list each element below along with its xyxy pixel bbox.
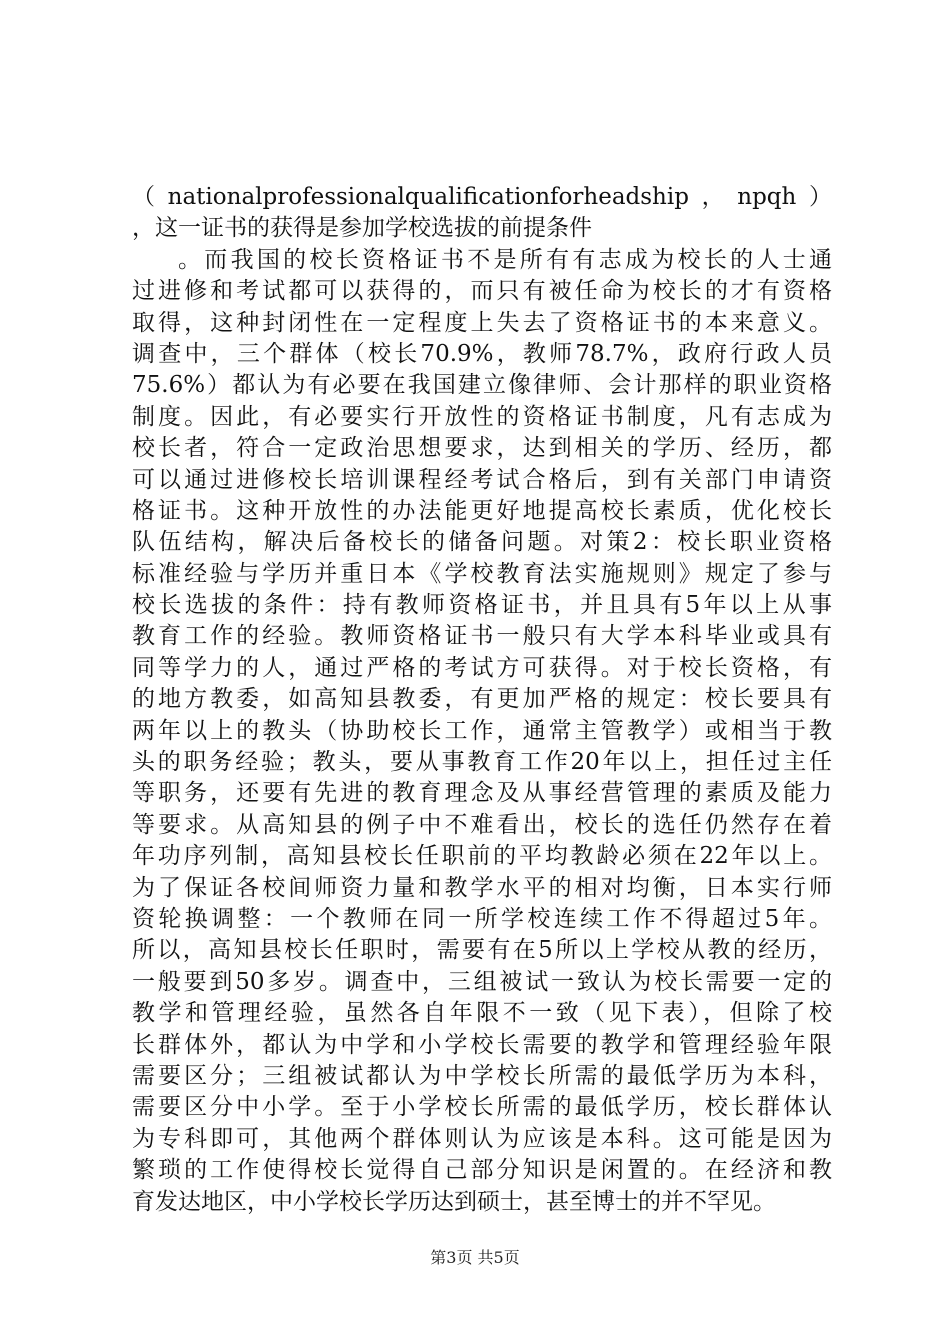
text-line: （nationalprofessionalqualificationforheadship，npqh）	[132, 184, 832, 210]
text-line: 75.6%）都认为有必要在我国建立像律师、会计那样的职业资格	[132, 372, 832, 399]
text-line: 为专科即可，其他两个群体则认为应该是本科。这可能是因为	[132, 1125, 832, 1152]
text-line: 所以，高知县校长任职时，需要有在5所以上学校从教的经历，	[132, 937, 832, 964]
text-line: 同等学力的人，通过严格的考试方可获得。对于校长资格，有	[132, 654, 832, 681]
text-line: 调查中，三个群体（校长70.9%，教师78.7%，政府行政人员	[132, 340, 832, 367]
text-line: 育发达地区，中小学校长学历达到硕士，甚至博士的并不罕见。	[132, 1188, 776, 1215]
text-line: 一般要到50多岁。调查中，三组被试一致认为校长需要一定的	[132, 968, 832, 995]
text-line: 教育工作的经验。教师资格证书一般只有大学本科毕业或具有	[132, 623, 832, 650]
text-line: 格证书。这种开放性的办法能更好地提高校长素质，优化校长	[132, 497, 832, 524]
text-line: 长群体外，都认为中学和小学校长需要的教学和管理经验年限	[132, 1031, 832, 1058]
text-line: 制度。因此，有必要实行开放性的资格证书制度，凡有志成为	[132, 403, 832, 430]
text-line: 队伍结构，解决后备校长的储备问题。对策2：校长职业资格	[132, 529, 832, 556]
text-line: ，这一证书的获得是参加学校选拔的前提条件	[132, 215, 592, 242]
text-line: 取得，这种封闭性在一定程度上失去了资格证书的本来意义。	[132, 309, 832, 336]
text-line: 繁琐的工作使得校长觉得自己部分知识是闲置的。在经济和教	[132, 1157, 832, 1184]
text-line: 的地方教委，如高知县教委，有更加严格的规定：校长要具有	[132, 686, 832, 713]
text-line: 标准经验与学历并重日本《学校教育法实施规则》规定了参与	[132, 560, 832, 587]
text-line: 校长者，符合一定政治思想要求，达到相关的学历、经历，都	[132, 435, 832, 462]
text-line: 。而我国的校长资格证书不是所有有志成为校长的人士通	[178, 246, 832, 273]
text-line: 过进修和考试都可以获得的，而只有被任命为校长的才有资格	[132, 278, 832, 305]
text-line: 需要区分中小学。至于小学校长所需的最低学历，校长群体认	[132, 1094, 832, 1121]
text-line: 需要区分；三组被试都认为中学校长所需的最低学历为本科，	[132, 1062, 832, 1089]
text-line: 教学和管理经验，虽然各自年限不一致（见下表），但除了校	[132, 1000, 832, 1027]
text-line: 可以通过进修校长培训课程经考试合格后，到有关部门申请资	[132, 466, 832, 493]
text-line: 两年以上的教头（协助校长工作，通常主管教学）或相当于教	[132, 717, 832, 744]
text-line: 校长选拔的条件：持有教师资格证书，并且具有5年以上从事	[132, 592, 832, 619]
page-number-footer: 第3页 共5页	[430, 1248, 520, 1267]
text-line: 等职务，还要有先进的教育理念及从事经营管理的素质及能力	[132, 780, 832, 807]
body-text	[132, 182, 832, 1218]
text-line: 为了保证各校间师资力量和教学水平的相对均衡，日本实行师	[132, 874, 832, 901]
text-line: 头的职务经验；教头，要从事教育工作20年以上，担任过主任	[132, 749, 832, 776]
text-line: 等要求。从高知县的例子中不难看出，校长的选任仍然存在着	[132, 811, 832, 838]
text-line: 年功序列制，高知县校长任职前的平均教龄必须在22年以上。	[132, 843, 832, 870]
text-line: 资轮换调整：一个教师在同一所学校连续工作不得超过5年。	[132, 905, 832, 932]
